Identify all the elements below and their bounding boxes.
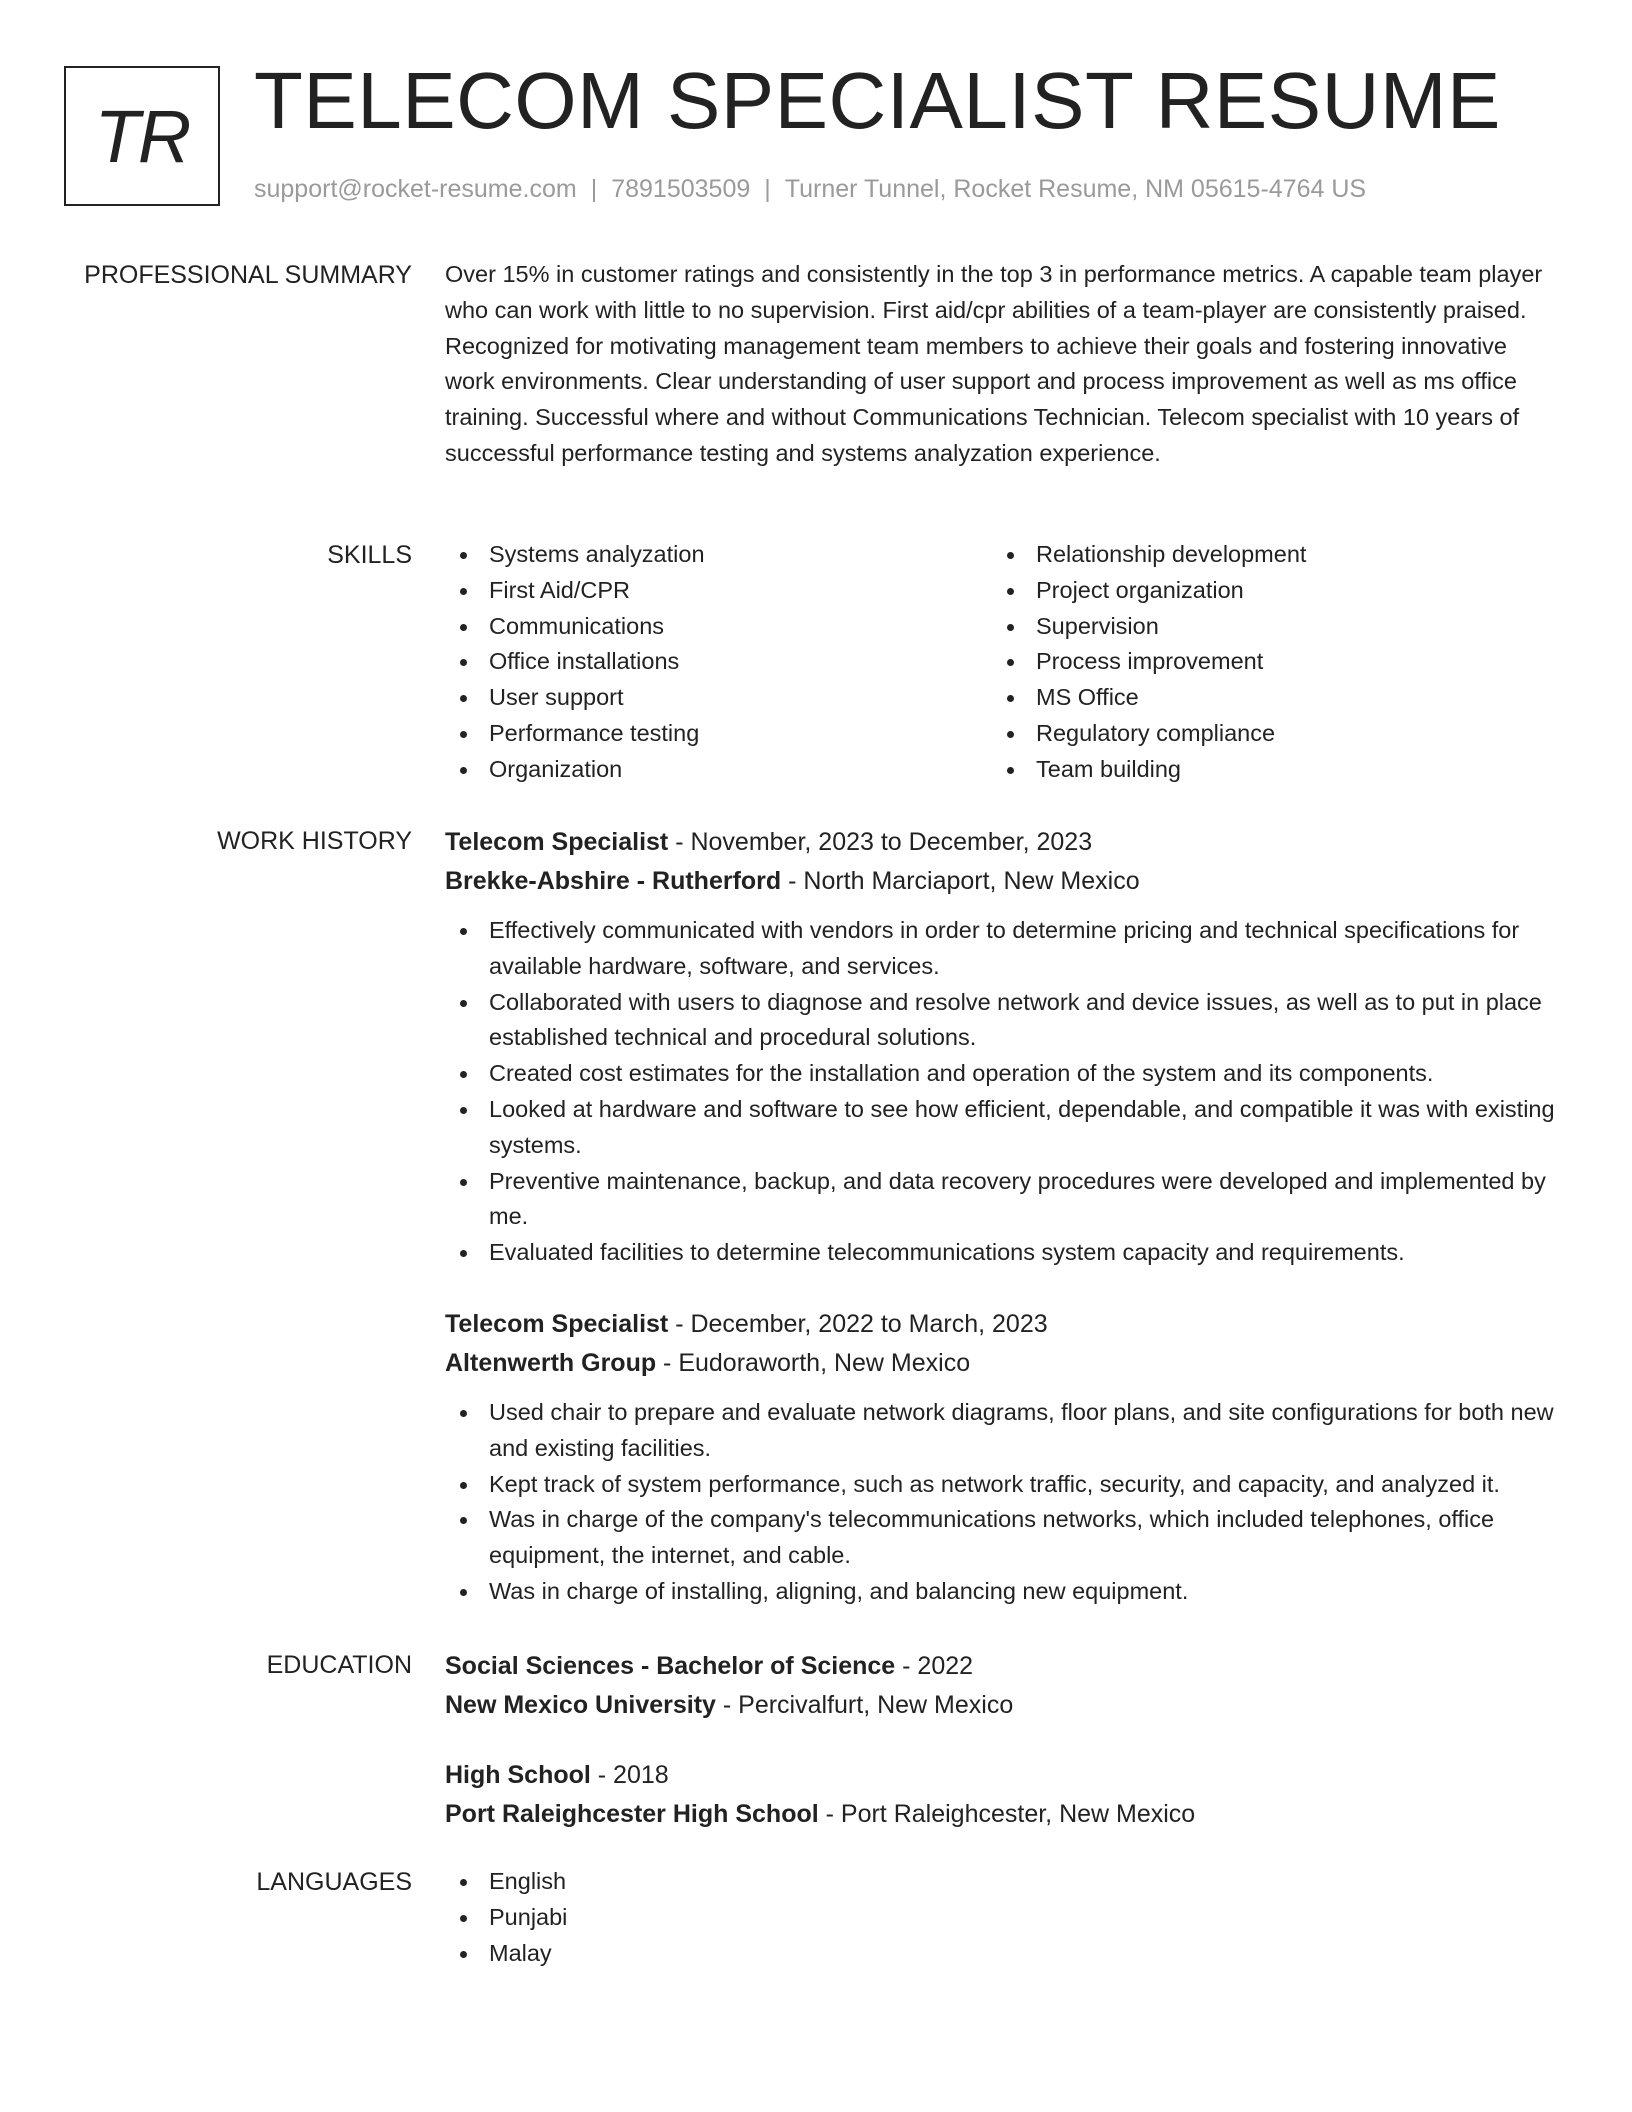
- skills-list-left: [445, 537, 992, 788]
- skill-item: Project organization: [992, 573, 1539, 609]
- language-item: Punjabi: [445, 1900, 1560, 1936]
- job-bullet: Was in charge of installing, aligning, and balancing new equipment.: [445, 1574, 1560, 1610]
- job-title-line: [445, 1305, 1560, 1344]
- education-school-line: [445, 1686, 1560, 1725]
- job-location: - North Marciaport, New Mexico: [781, 867, 1140, 895]
- section-label-work: WORK HISTORY: [217, 827, 412, 855]
- section-label-summary: PROFESSIONAL SUMMARY: [84, 261, 412, 289]
- skill-item: Communications: [445, 609, 992, 645]
- contact-separator: |: [590, 175, 598, 203]
- job-title: Telecom Specialist: [445, 828, 669, 856]
- skill-item: Organization: [445, 752, 992, 788]
- job-bullet: Was in charge of the company's telecommunications networks, which included telephones, office equipment, the internet, and cable.: [445, 1502, 1560, 1574]
- job-dates: - December, 2022 to March, 2023: [668, 1309, 1048, 1338]
- job-bullet: Effectively communicated with vendors in order to determine pricing and technical specifications for available hardware, software, and services.: [445, 913, 1560, 985]
- skill-item: Performance testing: [445, 716, 992, 752]
- skill-item: Supervision: [992, 609, 1539, 645]
- languages-body: [445, 1864, 1560, 1971]
- skill-item: User support: [445, 680, 992, 716]
- job-entry: [445, 1305, 1560, 1610]
- job-dates: - November, 2023 to December, 2023: [668, 828, 1093, 856]
- job-location: - Eudoraworth, New Mexico: [656, 1348, 971, 1377]
- education-school: New Mexico University: [445, 1691, 716, 1719]
- education-body: [445, 1647, 1560, 1834]
- contact-address: Turner Tunnel, Rocket Resume, NM 05615-4764 US: [784, 175, 1367, 203]
- job-bullet: Created cost estimates for the installation and operation of the system and its components.: [445, 1056, 1560, 1092]
- page-title: TELECOM SPECIALIST RESUME: [254, 56, 1501, 145]
- contact-separator: |: [764, 175, 771, 203]
- section-label-skills: SKILLS: [327, 541, 412, 569]
- skill-item: Regulatory compliance: [992, 716, 1539, 752]
- work-body: [445, 823, 1560, 1610]
- education-school: Port Raleighcester High School: [445, 1800, 819, 1828]
- education-school-line: [445, 1795, 1560, 1834]
- job-company-line: [445, 1344, 1560, 1383]
- language-item: English: [445, 1864, 1560, 1900]
- education-location: - Port Raleighcester, New Mexico: [818, 1800, 1196, 1828]
- skills-columns: [445, 537, 1560, 788]
- job-bullet-list: [445, 1395, 1560, 1610]
- language-item: Malay: [445, 1936, 1560, 1972]
- education-degree: High School: [445, 1761, 591, 1789]
- job-bullet: Evaluated facilities to determine telecommunications system capacity and requirements.: [445, 1235, 1560, 1271]
- skill-item: First Aid/CPR: [445, 573, 992, 609]
- section-label-languages: LANGUAGES: [256, 1868, 412, 1896]
- education-entry: [445, 1647, 1560, 1725]
- skill-item: Process improvement: [992, 644, 1539, 680]
- job-bullet: Kept track of system performance, such as network traffic, security, and capacity, and analyzed it.: [445, 1467, 1560, 1503]
- job-title-line: [445, 823, 1560, 862]
- summary-body: [445, 257, 1560, 472]
- skill-item: Systems analyzation: [445, 537, 992, 573]
- skill-item: MS Office: [992, 680, 1539, 716]
- education-degree-line: [445, 1647, 1560, 1686]
- languages-list: [445, 1864, 1560, 1971]
- job-company-line: [445, 862, 1560, 901]
- education-degree-line: [445, 1756, 1560, 1795]
- education-year: - 2018: [590, 1761, 669, 1789]
- job-bullet: Looked at hardware and software to see how efficient, dependable, and compatible it was with existing systems.: [445, 1092, 1560, 1164]
- section-label-education: EDUCATION: [266, 1651, 412, 1679]
- job-bullet-list: [445, 913, 1560, 1271]
- skills-list-right: [992, 537, 1539, 788]
- education-degree: Social Sciences - Bachelor of Science: [445, 1652, 896, 1680]
- job-entry: [445, 823, 1560, 1271]
- skill-item: Team building: [992, 752, 1539, 788]
- monogram-initials: TR: [94, 94, 190, 178]
- contact-email: support@rocket-resume.com: [254, 175, 577, 203]
- job-bullet: Used chair to prepare and evaluate network diagrams, floor plans, and site configurations for both new and existing facilities.: [445, 1395, 1560, 1467]
- job-bullet: Preventive maintenance, backup, and data recovery procedures were developed and implemented by me.: [445, 1164, 1560, 1236]
- skill-item: Office installations: [445, 644, 992, 680]
- job-company: Altenwerth Group: [445, 1348, 657, 1377]
- skill-item: Relationship development: [992, 537, 1539, 573]
- education-location: - Percivalfurt, New Mexico: [715, 1691, 1014, 1719]
- job-title: Telecom Specialist: [445, 1309, 669, 1338]
- monogram-box: [64, 66, 220, 206]
- job-company: Brekke-Abshire - Rutherford: [445, 867, 782, 895]
- contact-phone: 7891503509: [611, 175, 751, 203]
- education-entry: [445, 1756, 1560, 1834]
- job-bullet: Collaborated with users to diagnose and resolve network and device issues, as well as to put in place established technical and procedural solutions.: [445, 985, 1560, 1057]
- education-year: - 2022: [895, 1652, 974, 1680]
- summary-text: Over 15% in customer ratings and consistently in the top 3 in performance metrics. A capable team player who can work with little to no supervision. First aid/cpr abilities of a team-player are consistently praised. Recognized for motivating management team members to achieve their goals and fostering innovative work environments. Clear understanding of user support and process improvement as well as ms office training. Successful where and without Communications Technician. Telecom specialist with 10 years of successful performance testing and systems analyzation experience.: [445, 261, 1543, 466]
- skills-body: [445, 537, 1560, 788]
- contact-line: [254, 172, 1366, 206]
